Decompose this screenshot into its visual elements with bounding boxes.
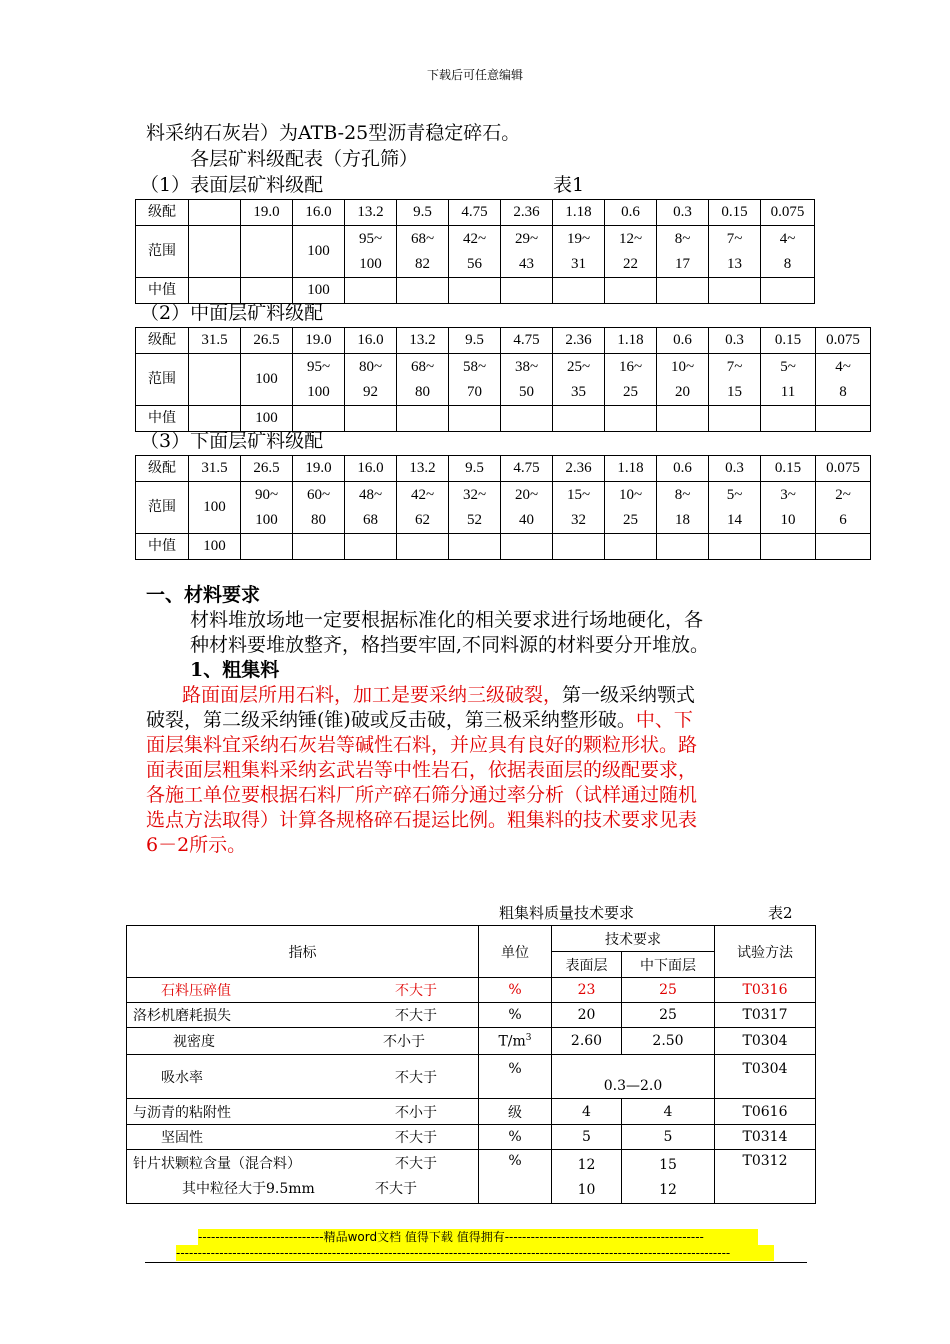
table-cell: 13.2 bbox=[397, 328, 449, 354]
table-cell: 7~ 13 bbox=[709, 226, 761, 278]
table-cell bbox=[657, 534, 709, 560]
table-cell: 8~ 18 bbox=[657, 482, 709, 534]
header-tech: 技术要求 bbox=[552, 926, 715, 952]
table-row bbox=[136, 328, 871, 354]
table-cell: 90~ 100 bbox=[241, 482, 293, 534]
header-unit: 单位 bbox=[479, 926, 552, 978]
row-label: 级配 bbox=[136, 456, 189, 482]
table-cell: 26.5 bbox=[241, 328, 293, 354]
table-cell: 100 bbox=[293, 278, 345, 304]
row-method: T0314 bbox=[715, 1125, 816, 1150]
para2-red-text-2: 中、下 bbox=[635, 709, 693, 731]
row-surface: 20 bbox=[552, 1003, 622, 1028]
row-method: T0317 bbox=[715, 1003, 816, 1028]
table-cell bbox=[449, 534, 501, 560]
table-cell: 20~ 40 bbox=[501, 482, 553, 534]
table-cell bbox=[397, 278, 449, 304]
para2-line5: 各施工单位要根据石料厂所产碎石筛分通过率分析（试样通过随机 bbox=[146, 784, 698, 806]
table-row bbox=[127, 1125, 816, 1150]
row-mid-low: 25 bbox=[622, 978, 715, 1003]
row-unit: % bbox=[479, 1055, 552, 1099]
quality-table bbox=[126, 925, 816, 1204]
table-cell: 16.0 bbox=[345, 328, 397, 354]
table-row bbox=[127, 1028, 816, 1055]
table-cell bbox=[449, 406, 501, 432]
quality-table-caption: 粗集料质量技术要求 bbox=[499, 904, 635, 922]
table-cell bbox=[345, 278, 397, 304]
table-cell bbox=[761, 406, 816, 432]
table-row bbox=[136, 354, 871, 406]
intro-line: 料采纳石灰岩）为ATB-25型沥青稳定碎石。 bbox=[146, 122, 521, 144]
table-row bbox=[127, 1099, 816, 1125]
row-mid-low: 5 bbox=[622, 1125, 715, 1150]
header-surface: 表面层 bbox=[552, 952, 622, 978]
table-cell bbox=[189, 354, 241, 406]
table-cell: 0.15 bbox=[761, 328, 816, 354]
table-cell: 1.18 bbox=[605, 456, 657, 482]
table-cell: 26.5 bbox=[241, 456, 293, 482]
table-cell: 12~ 22 bbox=[605, 226, 657, 278]
row-label: 中值 bbox=[136, 534, 189, 560]
table-cell bbox=[501, 534, 553, 560]
middle-grading-table bbox=[135, 327, 871, 432]
table-cell bbox=[605, 534, 657, 560]
table-cell: 10~ 25 bbox=[605, 482, 657, 534]
row-label: 范围 bbox=[136, 354, 189, 406]
row-surface: 5 bbox=[552, 1125, 622, 1150]
table-cell: 60~ 80 bbox=[293, 482, 345, 534]
row-cond: 不小于 bbox=[395, 1104, 437, 1121]
table-cell: 0.6 bbox=[657, 328, 709, 354]
table-cell: 2.36 bbox=[501, 200, 553, 226]
grading-title: 各层矿料级配表（方孔筛） bbox=[190, 148, 419, 170]
header-indicator: 指标 bbox=[127, 926, 479, 978]
table-cell bbox=[657, 406, 709, 432]
row-method: T0316 bbox=[715, 978, 816, 1003]
table-row bbox=[136, 456, 871, 482]
row-label: 中值 bbox=[136, 406, 189, 432]
table-cell: 48~ 68 bbox=[345, 482, 397, 534]
table-cell: 0.6 bbox=[657, 456, 709, 482]
table-cell bbox=[241, 534, 293, 560]
row-merged-value: 0.3—2.0 bbox=[552, 1055, 715, 1099]
table-cell: 16~ 25 bbox=[605, 354, 657, 406]
row-mid-low: 15 12 bbox=[622, 1150, 715, 1204]
table-cell: 4.75 bbox=[501, 328, 553, 354]
table-cell bbox=[761, 278, 815, 304]
lower-grading-table bbox=[135, 455, 871, 560]
para2-line6: 选点方法取得）计算各规格碎石提运比例。粗集料的技术要求见表 bbox=[146, 809, 698, 831]
table-cell: 58~ 70 bbox=[449, 354, 501, 406]
row-label: 级配 bbox=[136, 328, 189, 354]
row-name: 坚固性 bbox=[161, 1130, 203, 1146]
table-cell: 0.3 bbox=[709, 456, 761, 482]
table-cell: 95~ 100 bbox=[345, 226, 397, 278]
row-name: 与沥青的粘附性 bbox=[133, 1104, 231, 1121]
row-mid-low: 25 bbox=[622, 1003, 715, 1028]
row-method: T0304 bbox=[715, 1028, 816, 1055]
table-cell bbox=[553, 534, 605, 560]
row-label: 中值 bbox=[136, 278, 189, 304]
row-unit: % bbox=[479, 978, 552, 1003]
table-cell: 4.75 bbox=[501, 456, 553, 482]
table-cell: 7~ 15 bbox=[709, 354, 761, 406]
table1-title: （1）表面层矿料级配 bbox=[140, 174, 324, 196]
table-cell bbox=[657, 278, 709, 304]
table-cell: 25~ 35 bbox=[553, 354, 605, 406]
table-cell bbox=[397, 406, 449, 432]
row-label: 范围 bbox=[136, 226, 189, 278]
table-cell: 16.0 bbox=[345, 456, 397, 482]
row-mid-low: 2.50 bbox=[622, 1028, 715, 1055]
table-cell: 10~ 20 bbox=[657, 354, 709, 406]
row-cond: 不大于 bbox=[395, 983, 437, 999]
table-row bbox=[136, 200, 815, 226]
quality-table-number: 表2 bbox=[768, 904, 793, 922]
footer-banner-line2: -------------------------------------------------------------------------------------------------------------------------------- bbox=[176, 1245, 774, 1261]
surface-grading-table bbox=[135, 199, 815, 304]
table-cell: 13.2 bbox=[397, 456, 449, 482]
table-row bbox=[127, 1150, 816, 1204]
table-cell bbox=[605, 278, 657, 304]
table-cell: 3~ 10 bbox=[761, 482, 816, 534]
para2-red-text: 路面面层所用石料，加工是要采纳三级破裂， bbox=[182, 684, 563, 706]
table-cell: 100 bbox=[241, 354, 293, 406]
table-cell bbox=[345, 534, 397, 560]
para2-line7: 6－2所示。 bbox=[146, 834, 247, 856]
table-row bbox=[136, 226, 815, 278]
row-cond: 不大于 bbox=[395, 1130, 437, 1146]
table-cell: 13.2 bbox=[345, 200, 397, 226]
section-heading: 一、材料要求 bbox=[146, 584, 261, 606]
table-cell: 1.18 bbox=[605, 328, 657, 354]
table-cell: 19.0 bbox=[293, 456, 345, 482]
table-row bbox=[127, 1003, 816, 1028]
sub-heading: 1、粗集料 bbox=[190, 659, 280, 681]
table-cell: 38~ 50 bbox=[501, 354, 553, 406]
table-cell bbox=[816, 406, 871, 432]
table-cell: 16.0 bbox=[293, 200, 345, 226]
table-cell bbox=[293, 534, 345, 560]
table-cell bbox=[345, 406, 397, 432]
row-name: 针片状颗粒含量（混合料） bbox=[133, 1156, 301, 1172]
table-row bbox=[127, 978, 816, 1003]
table-cell: 100 bbox=[293, 226, 345, 278]
table-cell: 8~ 17 bbox=[657, 226, 709, 278]
table-cell: 29~ 43 bbox=[501, 226, 553, 278]
table-cell: 5~ 11 bbox=[761, 354, 816, 406]
para2-black-text-2: 破裂，第二级采纳锤(锥)破或反击破，第三极采纳整形破。 bbox=[146, 709, 636, 731]
header-method: 试验方法 bbox=[715, 926, 816, 978]
table-cell: 31.5 bbox=[189, 456, 241, 482]
row-surface: 2.60 bbox=[552, 1028, 622, 1055]
row-subcond: 不大于 bbox=[375, 1181, 417, 1197]
table-cell: 0.075 bbox=[761, 200, 815, 226]
table-cell: 100 bbox=[189, 534, 241, 560]
para1-line1: 材料堆放场地一定要根据标准化的相关要求进行场地硬化，各 bbox=[190, 609, 704, 631]
table-cell: 2~ 6 bbox=[816, 482, 871, 534]
row-unit: % bbox=[479, 1150, 552, 1204]
table-cell: 0.075 bbox=[816, 328, 871, 354]
table-cell: 9.5 bbox=[449, 456, 501, 482]
table-cell: 100 bbox=[189, 482, 241, 534]
table-cell bbox=[449, 278, 501, 304]
row-surface: 12 10 bbox=[552, 1150, 622, 1204]
para2-line1 bbox=[182, 682, 695, 708]
table-cell bbox=[397, 534, 449, 560]
table-cell: 0.15 bbox=[761, 456, 816, 482]
row-unit: $T/m^3$ bbox=[479, 1028, 552, 1055]
table-cell: 0.15 bbox=[709, 200, 761, 226]
table-cell bbox=[189, 200, 241, 226]
row-method: T0304 bbox=[715, 1055, 816, 1099]
header-mid-low: 中下面层 bbox=[622, 952, 715, 978]
row-name: 视密度 bbox=[173, 1034, 215, 1050]
table-cell: 95~ 100 bbox=[293, 354, 345, 406]
table-cell: 0.3 bbox=[657, 200, 709, 226]
row-unit: % bbox=[479, 1003, 552, 1028]
table-cell: 0.6 bbox=[605, 200, 657, 226]
table-cell bbox=[761, 534, 816, 560]
table-cell: 0.3 bbox=[709, 328, 761, 354]
table-cell: 4~ 8 bbox=[761, 226, 815, 278]
table-cell: 5~ 14 bbox=[709, 482, 761, 534]
table-cell: 2.36 bbox=[553, 328, 605, 354]
row-method: T0616 bbox=[715, 1099, 816, 1125]
table-cell bbox=[189, 226, 241, 278]
row-cond: 不大于 bbox=[395, 1069, 437, 1086]
para2-line3: 面层集料宜采纳石灰岩等碱性石料，并应具有良好的颗粒形状。路 bbox=[146, 734, 698, 756]
row-surface: 23 bbox=[552, 978, 622, 1003]
row-mid-low: 4 bbox=[622, 1099, 715, 1125]
para2-line2 bbox=[146, 707, 693, 733]
table-cell bbox=[553, 406, 605, 432]
table1-number: 表1 bbox=[553, 174, 585, 196]
table-cell bbox=[501, 406, 553, 432]
table-cell bbox=[709, 406, 761, 432]
row-name: 洛杉机磨耗损失 bbox=[133, 1008, 231, 1024]
table-cell bbox=[501, 278, 553, 304]
row-unit: 级 bbox=[479, 1099, 552, 1125]
page-header: 下载后可任意编辑 bbox=[426, 68, 523, 82]
table-cell: 42~ 56 bbox=[449, 226, 501, 278]
table-cell: 19.0 bbox=[293, 328, 345, 354]
table-row bbox=[136, 534, 871, 560]
table2-title: （2）中面层矿料级配 bbox=[140, 302, 324, 324]
row-label: 范围 bbox=[136, 482, 189, 534]
row-surface: 4 bbox=[552, 1099, 622, 1125]
table-cell: 2.36 bbox=[553, 456, 605, 482]
table-cell bbox=[709, 278, 761, 304]
table-cell: 68~ 82 bbox=[397, 226, 449, 278]
row-unit: % bbox=[479, 1125, 552, 1150]
row-name: 石料压碎值 bbox=[161, 983, 231, 999]
table-cell bbox=[605, 406, 657, 432]
table-cell: 9.5 bbox=[449, 328, 501, 354]
para2-line4: 面表面层粗集料采纳玄武岩等中性岩石，依据表面层的级配要求， bbox=[146, 759, 698, 781]
row-method: T0312 bbox=[715, 1150, 816, 1204]
table3-title: （3）下面层矿料级配 bbox=[140, 430, 324, 452]
row-name: 吸水率 bbox=[161, 1069, 203, 1086]
table-cell: 4.75 bbox=[449, 200, 501, 226]
para2-black-text: 第一级采纳颚式 bbox=[562, 684, 696, 706]
row-label: 级配 bbox=[136, 200, 189, 226]
table-cell: 80~ 92 bbox=[345, 354, 397, 406]
table-cell bbox=[816, 534, 871, 560]
table-row bbox=[127, 1055, 816, 1099]
row-cond: 不大于 bbox=[395, 1008, 437, 1024]
table-row bbox=[136, 482, 871, 534]
table-cell: 1.18 bbox=[553, 200, 605, 226]
table-cell: 15~ 32 bbox=[553, 482, 605, 534]
table-cell: 42~ 62 bbox=[397, 482, 449, 534]
table-cell: 31.5 bbox=[189, 328, 241, 354]
table-cell: 32~ 52 bbox=[449, 482, 501, 534]
table-cell: 19.0 bbox=[241, 200, 293, 226]
table-cell bbox=[709, 534, 761, 560]
table-cell: 0.075 bbox=[816, 456, 871, 482]
table-cell: 68~ 80 bbox=[397, 354, 449, 406]
table-cell bbox=[241, 226, 293, 278]
para1-line2: 种材料要堆放整齐，格挡要牢固,不同料源的材料要分开堆放。 bbox=[190, 634, 710, 656]
footer-banner-line1: -----------------------------精品word文档 值得下载 值得拥有---------------------------------------------- bbox=[198, 1229, 758, 1245]
footer-rule bbox=[145, 1262, 807, 1263]
table-cell: 4~ 8 bbox=[816, 354, 871, 406]
row-cond: 不小于 bbox=[383, 1034, 425, 1050]
table-cell bbox=[553, 278, 605, 304]
table-cell: 100 bbox=[241, 406, 293, 432]
row-subname: 其中粒径大于9.5mm bbox=[182, 1181, 315, 1197]
row-cond: 不大于 bbox=[395, 1156, 437, 1172]
table-cell: 9.5 bbox=[397, 200, 449, 226]
table-cell: 19~ 31 bbox=[553, 226, 605, 278]
